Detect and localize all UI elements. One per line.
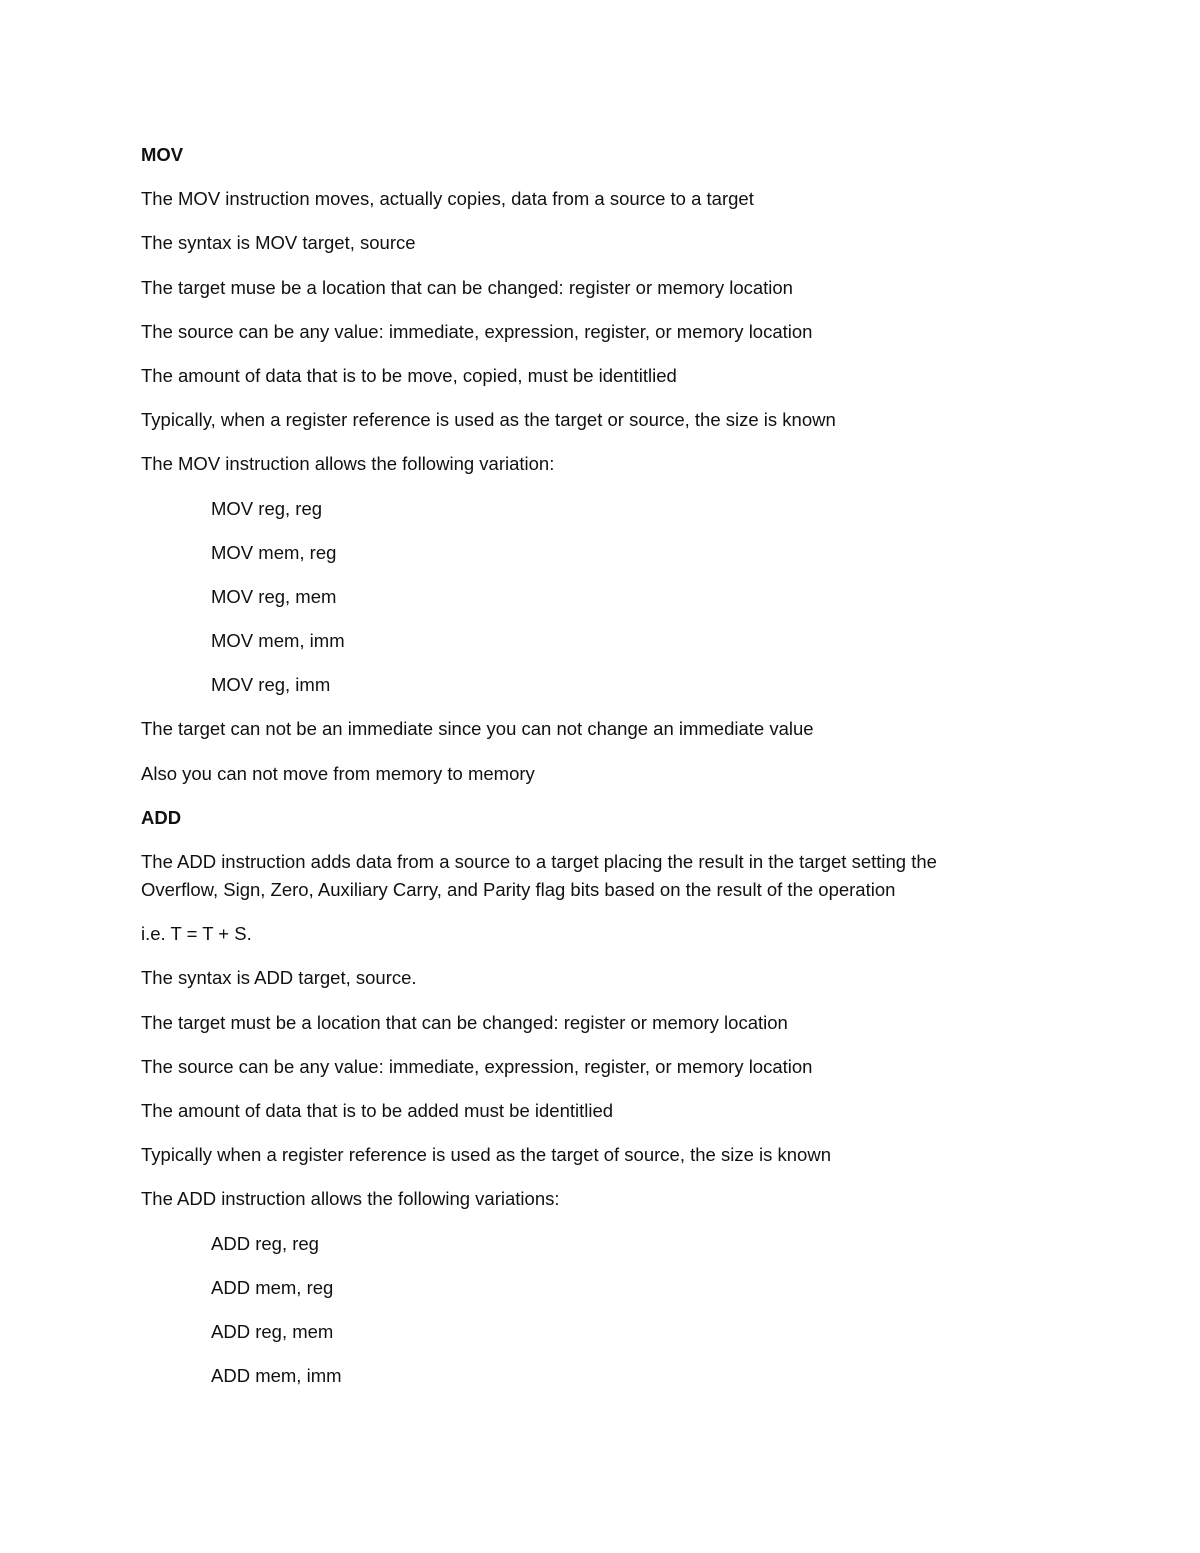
add-target-rule: The target must be a location that can be changed: register or memory location bbox=[141, 1011, 788, 1033]
mov-syntax: The syntax is MOV target, source bbox=[141, 232, 416, 254]
mov-register-size-note: Typically, when a register reference is used as the target or source, the size is known bbox=[141, 409, 836, 431]
add-formula: i.e. T = T + S. bbox=[141, 923, 252, 945]
mov-description: The MOV instruction moves, actually copies, data from a source to a target bbox=[141, 188, 754, 210]
mov-variation-item: MOV reg, mem bbox=[211, 585, 337, 607]
add-syntax: The syntax is ADD target, source. bbox=[141, 967, 417, 989]
add-register-size-note: Typically when a register reference is used as the target of source, the size is known bbox=[141, 1144, 831, 1166]
add-variation-item: ADD mem, reg bbox=[211, 1276, 334, 1298]
add-variation-item: ADD reg, mem bbox=[211, 1320, 334, 1342]
document-body bbox=[141, 141, 1041, 1406]
mov-variation-item: MOV mem, reg bbox=[211, 541, 337, 563]
add-description: The ADD instruction adds data from a source to a target placing the result in the target setting the Overflow, Sign, Zero, Auxiliary Carry, and Parity flag bits based on the result of the operation bbox=[141, 851, 937, 900]
add-variation-item: ADD mem, imm bbox=[211, 1365, 342, 1387]
add-variation-item: ADD reg, reg bbox=[211, 1232, 319, 1254]
mov-variations-intro: The MOV instruction allows the following variation: bbox=[141, 453, 555, 475]
add-size-rule: The amount of data that is to be added must be identitlied bbox=[141, 1099, 614, 1121]
add-variations-intro: The ADD instruction allows the following variations: bbox=[141, 1188, 560, 1210]
add-heading: ADD bbox=[141, 806, 182, 828]
mov-variation-item: MOV reg, imm bbox=[211, 674, 331, 696]
mov-variation-item: MOV reg, reg bbox=[211, 497, 323, 519]
mov-immediate-note: The target can not be an immediate since you can not change an immediate value bbox=[141, 718, 814, 740]
add-source-rule: The source can be any value: immediate, expression, register, or memory location bbox=[141, 1055, 813, 1077]
mov-size-rule: The amount of data that is to be move, copied, must be identitlied bbox=[141, 364, 677, 386]
mov-variation-item: MOV mem, imm bbox=[211, 630, 345, 652]
mov-heading: MOV bbox=[141, 144, 184, 165]
mov-memory-note: Also you can not move from memory to memory bbox=[141, 762, 535, 784]
mov-target-rule: The target muse be a location that can be changed: register or memory location bbox=[141, 276, 793, 298]
mov-source-rule: The source can be any value: immediate, expression, register, or memory location bbox=[141, 320, 813, 342]
